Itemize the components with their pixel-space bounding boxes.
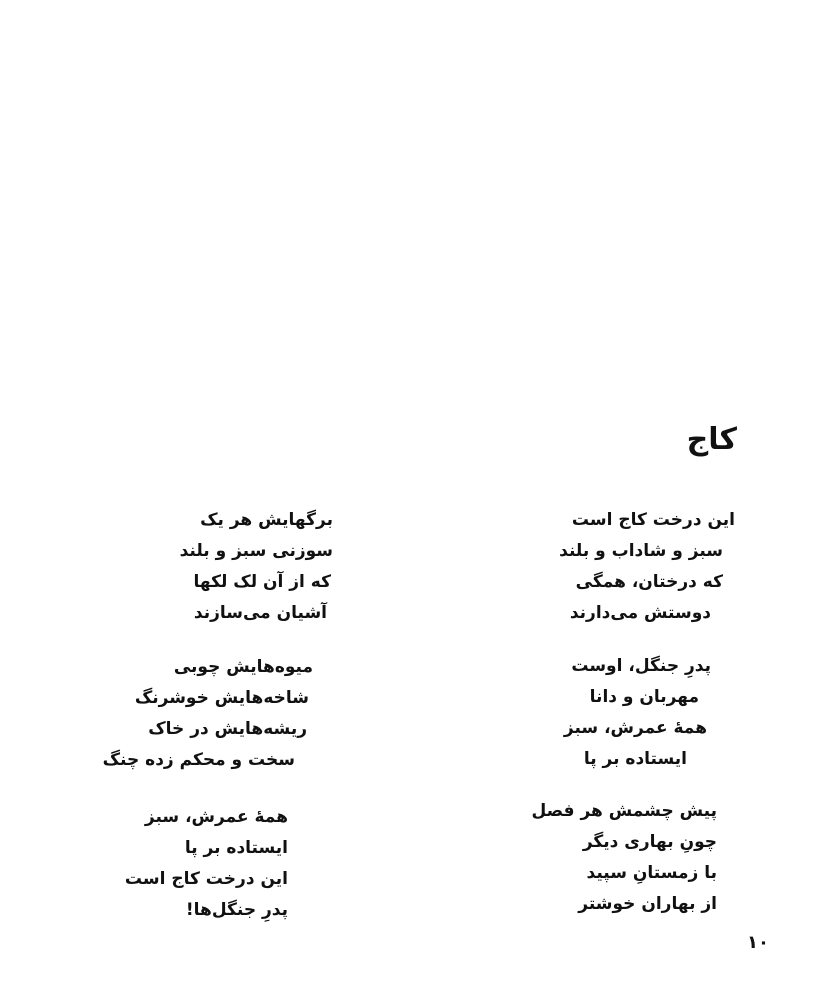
poem-line: شاخه‌هایش خوشرنگ	[134, 688, 309, 708]
poem-line: که از آن لک لکها	[193, 572, 331, 592]
poem-line: پدرِ جنگل‌ها!	[185, 900, 288, 920]
poem-line: دوستش می‌دارند	[569, 603, 711, 623]
poem-column-left	[13, 505, 333, 926]
poem-line: ایستاده بر پا	[583, 749, 687, 769]
stanza	[435, 796, 735, 920]
poem-line: همهٔ عمرش، سبز	[563, 718, 707, 738]
poem-line: سبز و شاداب و بلند	[559, 541, 723, 561]
poem-line: سوزنی سبز و بلند	[179, 541, 333, 561]
stanza	[13, 652, 333, 776]
poem-line: سخت و محکم زده چنگ	[102, 750, 295, 770]
poem-line: ایستاده بر پا	[184, 838, 288, 858]
poem-line: این درخت کاج است	[571, 510, 735, 530]
stanza	[13, 802, 333, 926]
poem-line: ریشه‌هایش در خاک	[148, 719, 307, 739]
poem-line: این درخت کاج است	[124, 869, 288, 889]
poem-title: کاج	[686, 422, 737, 457]
poem-line: با زمستانِ سپید	[586, 863, 717, 883]
page-number: ۱۰	[747, 932, 769, 953]
poem-line: برگهایش هر یک	[200, 510, 333, 530]
poem-line: از بهاران خوشتر	[578, 894, 717, 914]
poem-line: میوه‌هایش چوبی	[173, 657, 313, 677]
stanza	[13, 505, 333, 629]
poem-line: مهربان و دانا	[589, 687, 699, 707]
poem-line: که درختان، همگی	[575, 572, 723, 592]
poem-line: چونِ بهاری دیگر	[582, 832, 717, 852]
poem-line: پدرِ جنگل، اوست	[571, 656, 711, 676]
stanza	[435, 651, 735, 775]
stanza	[435, 505, 735, 629]
poem-line: همهٔ عمرش، سبز	[144, 807, 288, 827]
poem-column-right	[435, 505, 735, 920]
poem-line: پیش چشمش هر فصل	[531, 801, 717, 821]
poem-line: آشیان می‌سازند	[193, 603, 327, 623]
